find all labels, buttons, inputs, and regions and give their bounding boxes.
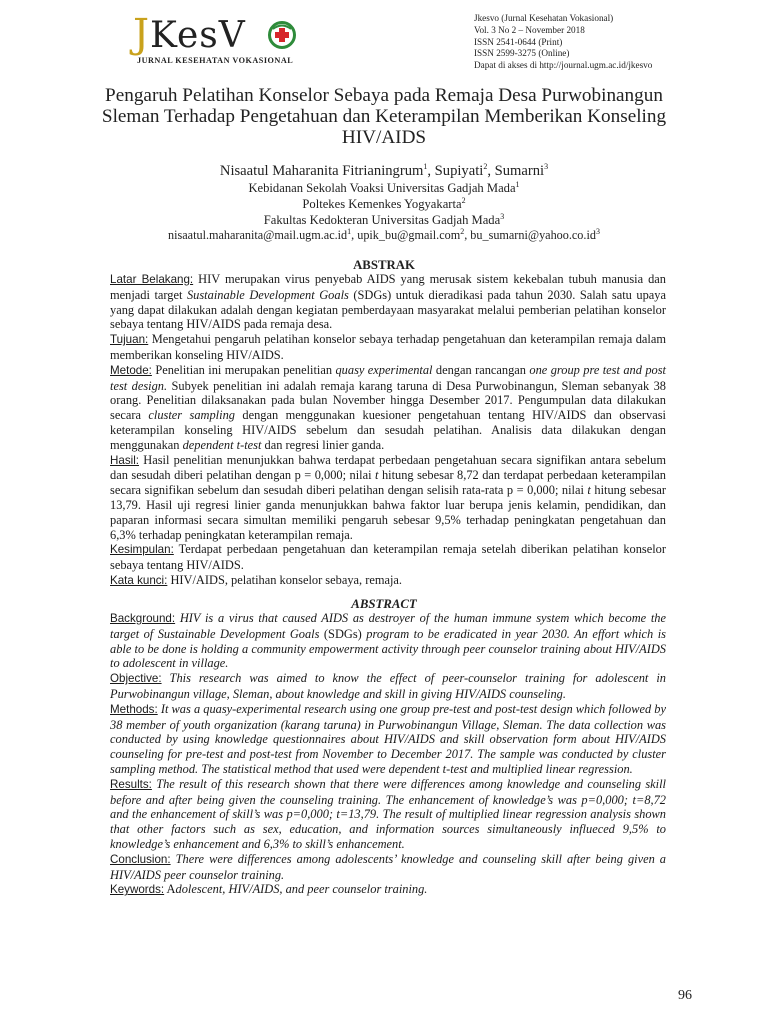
logo-wordmark: JKesV [133,11,246,57]
abstract-keywords: Keywords: Adolescent, HIV/AIDS, and peer counselor training. [110,882,428,897]
abstrak-heading: ABSTRAK [353,258,415,272]
affiliation: Kebidanan Sekolah Voaksi Universitas Gadjah Mada$^1$ [248,179,520,195]
abstrak-body [110,272,666,589]
abstrak-latar-belakang: Latar Belakang: HIV merupakan virus penyebab AIDS yang merusak sistem kekebalan tubuh manusia dan menjadi target Sustainable Development Goals (SDGs) untuk dieradikasi pada tahun 2030. Salah satu upaya yang dapat dilakukan adalah dengan kegiatan pemberdayaan masyarakat melalui pemberian pelatihan konselor sebaya tentang HIV/AIDS pada remaja desa. [110,272,667,332]
abstract-background: Background: HIV is a virus that caused AIDS as destroyer of the human immune system which become the target of Sustainable Development Goals (SDGs) program to be eradicated in year 2030. An effort which is able to be done is holding a community empowerment activity through peer counselor training about HIV/AIDS to adolescent in village. [110,611,666,671]
journal-header [0,0,768,78]
abstrak-kesimpulan: Kesimpulan: Terdapat perbedaan pengetahuan dan keterampilan remaja setelah diberikan pelatihan konselor sebaya tentang HIV/AIDS. [110,542,666,573]
page-number: 96 [678,988,692,1003]
journal-name: Jkesvo (Jurnal Kesehatan Vokasional) [474,13,614,23]
issn-print: ISSN 2541-0644 (Print) [474,36,563,47]
author-name: Nisaatul Maharanita Fitrianingrum [219,163,424,179]
abstract-heading: ABSTRACT [351,597,417,611]
author-emails: $nisaatul.maharanita@mail.ugm.ac.id^1$, upik_bu@gmail.com$^2$, $bu\_sumarni@yahoo.co.id^3$ [168,226,600,242]
logo-subtitle: JURNAL KESEHATAN VOKASIONAL [137,56,294,65]
abstract-conclusion: Conclusion: There were differences among adolescents’ knowledge and counseling skill after being given a HIV/AIDS peer counselor training. [110,851,666,882]
issn-online: ISSN 2599-3275 (Online) [474,48,570,59]
abstract-methods: Methods: It was a quasy-experimental research using one group pre-test and post-test design which followed by 38 member of youth organization (karang taruna) in Purwobinangun Village, Sleman. The data collection was conducted by using knowledge questionnaires about HIV/AIDS and skill observation form about HIV/AIDS counseling for pre-test and post-test from November to December 2017. The sample was conducted by cluster sampling method. The statistical method that used were dependent t-test and multiplied linear regression. [110,701,666,776]
paper-title: Pengaruh Pelatihan Konselor Sebaya pada Remaja Desa Purwobinangun Sleman Terhadap Pengetahuan dan Keterampilan Memberikan Konseling HIV/AIDS [101,85,667,148]
journal-volume: Vol. 3 No 2 – November 2018 [474,24,585,35]
health-cross-emblem-icon [267,20,297,50]
abstrak-tujuan: Tujuan: Mengetahui pengaruh pelatihan konselor sebaya terhadap pengetahuan dan keterampilan remaja dalam memberikan konseling HIV/AIDS. [110,332,666,362]
abstrak-kata-kunci: Kata kunci: HIV/AIDS, pelatihan konselor sebaya, remaja. [110,572,403,587]
journal-url[interactable]: Dapat di akses di http://journal.ugm.ac.id/jkesvo [474,60,653,71]
affiliation: Fakultas Kedokteran Universitas Gadjah Mada$^3$ [263,211,505,227]
journal-logo [133,11,303,74]
author-name: Supiyati [434,163,484,179]
journal-info [474,13,652,72]
author-name: Sumarni [494,163,545,179]
abstract-body [110,611,666,898]
author-list: Nisaatul Maharanita Fitrianingrum$^1$, Supiyati$^2$, Sumarni$^3$ [219,162,549,179]
abstract-results: Results: The result of this research shown that there were differences among knowledge and counseling skill before and after being given the counseling training. The enhancement of knowledge’s was p=0,000; t=8,72 and the enhancement of skill’s was p=0,000; t=13,79. The result of multiplied linear regression analysis shown that other factors such as sex, education, and information sources simultaneously influeced 9,5% to knowledge’s enhancement and 6,3% to skill’s enhancement. [110,776,666,851]
abstract-objective: Objective: This research was aimed to know the effect of peer-counselor training for adolescent in Purwobinangun village, Sleman, about knowledge and skill in giving HIV/AIDS counseling. [110,671,666,701]
abstrak-metode: Metode: Penelitian ini merupakan penelitian quasy experimental dengan rancangan one group pre test and post test design. Subyek penelitian ini adalah remaja karang taruna di Desa Purwobinangun, Sleman sebanyak 38 orang. Penelitian dilaksanakan pada bulan November hingga Desember 2017. Pengumpulan data dilakukan secara cluster sampling dengan menggunakan kuesioner pengetahuan tentang HIV/AIDS dan observasi keterampilan konseling HIV/AIDS sebelum dan sesudah pelatihan. Analisis data dilakukan dengan menggunakan dependent t-test dan regresi linier ganda. [110,362,666,452]
affiliation: Poltekes Kemenkes Yogyakarta$^2$ [302,195,466,211]
abstrak-hasil: Hasil: Hasil penelitian menunjukkan bahwa terdapat perbedaan pengetahuan secara signifikan antara sebelum dan sesudah diberi pelatihan dengan p = 0,000; nilai t hitung sebesar 8,72 dan terdapat perbedaan keterampilan secara signifikan sebelum dan sesudah diberi pelatihan dengan selisih rata-rata p = 0,000; nilai t hitung sebesar 13,79. Hasil uji regresi linier ganda menunjukkan bahwa faktor luar berupa jenis kelamin, pendidikan, dan paparan informasi secara simultan memiliki pengaruh sebesar 9,5% terhadap peningkatan pengetahuan dan 6,3% terhadap peningkatan keterampilan remaja. [110,452,666,542]
